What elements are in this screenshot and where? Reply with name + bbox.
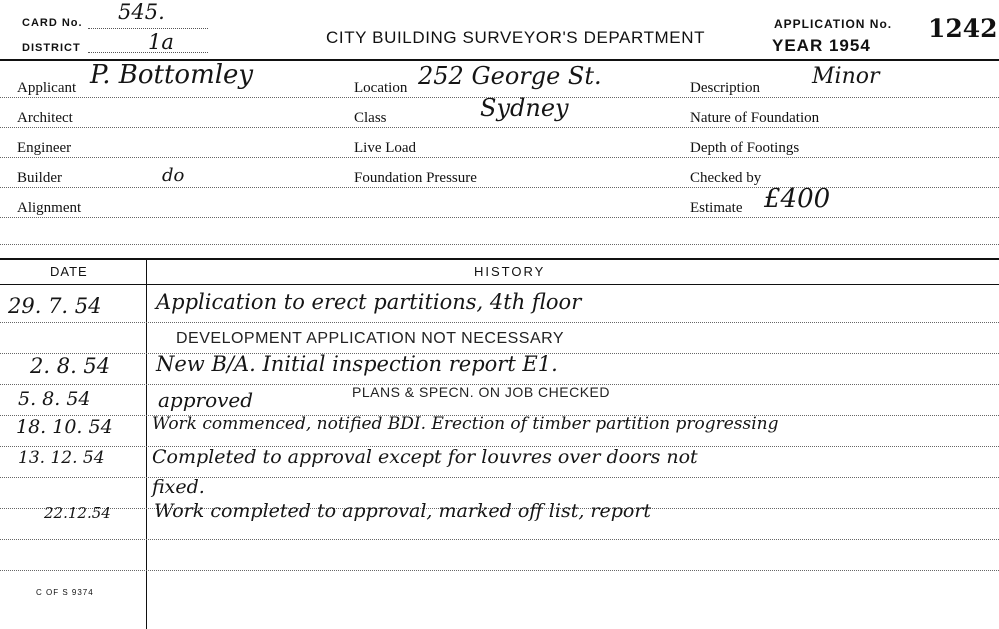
- location-value: 252 George St.: [418, 62, 602, 90]
- field-rule: [0, 244, 999, 245]
- depth-of-footings-label: Depth of Footings: [690, 140, 800, 156]
- history-date: 5. 8. 54: [18, 388, 91, 410]
- estimate-label: Estimate: [690, 200, 743, 216]
- history-text: approved: [158, 388, 254, 412]
- history-rule: [0, 477, 999, 478]
- architect-label: Architect: [17, 110, 73, 126]
- builder-label: Builder: [17, 170, 62, 186]
- date-column-divider: [146, 258, 147, 629]
- history-stamp: PLANS & SPECN. ON JOB CHECKED: [352, 384, 611, 400]
- card-no-line: [88, 28, 208, 29]
- history-text: Completed to approval except for louvres over doors not: [152, 446, 698, 468]
- history-text: Work commenced, notified BDI. Erection of timber partition progressing: [152, 414, 779, 434]
- field-rule: [0, 157, 999, 158]
- history-header: HISTORY: [474, 264, 546, 279]
- application-label: APPLICATION No.: [774, 17, 893, 31]
- district-label: DISTRICT: [22, 42, 81, 54]
- date-header: DATE: [50, 264, 88, 279]
- history-text: New B/A. Initial inspection report E1.: [156, 352, 558, 376]
- history-date: 13. 12. 54: [18, 448, 105, 468]
- history-top-rule: [0, 258, 999, 260]
- foundation-pressure-label: Foundation Pressure: [354, 170, 477, 186]
- history-date: 29. 7. 54: [8, 294, 102, 318]
- applicant-label: Applicant: [17, 80, 77, 96]
- history-date: 2. 8. 54: [30, 354, 111, 378]
- field-rule: [0, 217, 999, 218]
- builder-value: do: [162, 165, 185, 186]
- location-label: Location: [354, 80, 408, 96]
- history-header-rule: [0, 284, 999, 285]
- live-load-label: Live Load: [354, 140, 417, 156]
- application-number: 1242: [928, 14, 998, 43]
- estimate-value: £400: [764, 184, 831, 214]
- field-rule: [0, 127, 999, 128]
- applicant-value: P. Bottomley: [90, 60, 254, 90]
- history-stamp: DEVELOPMENT APPLICATION NOT NECESSARY: [176, 330, 565, 347]
- description-value: Minor: [812, 64, 880, 89]
- field-rule: [0, 187, 999, 188]
- history-date: 18. 10. 54: [16, 416, 113, 438]
- history-rule: [0, 539, 999, 540]
- nature-of-foundation-label: Nature of Foundation: [690, 110, 820, 126]
- history-date: 22.12.54: [44, 504, 111, 522]
- history-text: fixed.: [152, 476, 205, 498]
- district-value: 1a: [148, 30, 174, 54]
- card-no-value: 545.: [118, 0, 165, 24]
- history-text: Application to erect partitions, 4th floor: [156, 290, 582, 314]
- department-title: CITY BUILDING SURVEYOR'S DEPARTMENT: [326, 28, 706, 47]
- description-label: Description: [690, 80, 760, 96]
- checked-by-label: Checked by: [690, 170, 762, 186]
- history-rule: [0, 570, 999, 571]
- history-rule: [0, 322, 999, 323]
- history-text: Work completed to approval, marked off list, report: [154, 500, 652, 522]
- form-code: C OF S 9374: [36, 588, 94, 597]
- class-label: Class: [354, 110, 387, 126]
- engineer-label: Engineer: [17, 140, 72, 156]
- alignment-label: Alignment: [17, 200, 82, 216]
- location-value-city: Sydney: [480, 94, 569, 122]
- year-label: YEAR 1954: [772, 36, 871, 55]
- card-no-label: CARD No.: [22, 17, 83, 29]
